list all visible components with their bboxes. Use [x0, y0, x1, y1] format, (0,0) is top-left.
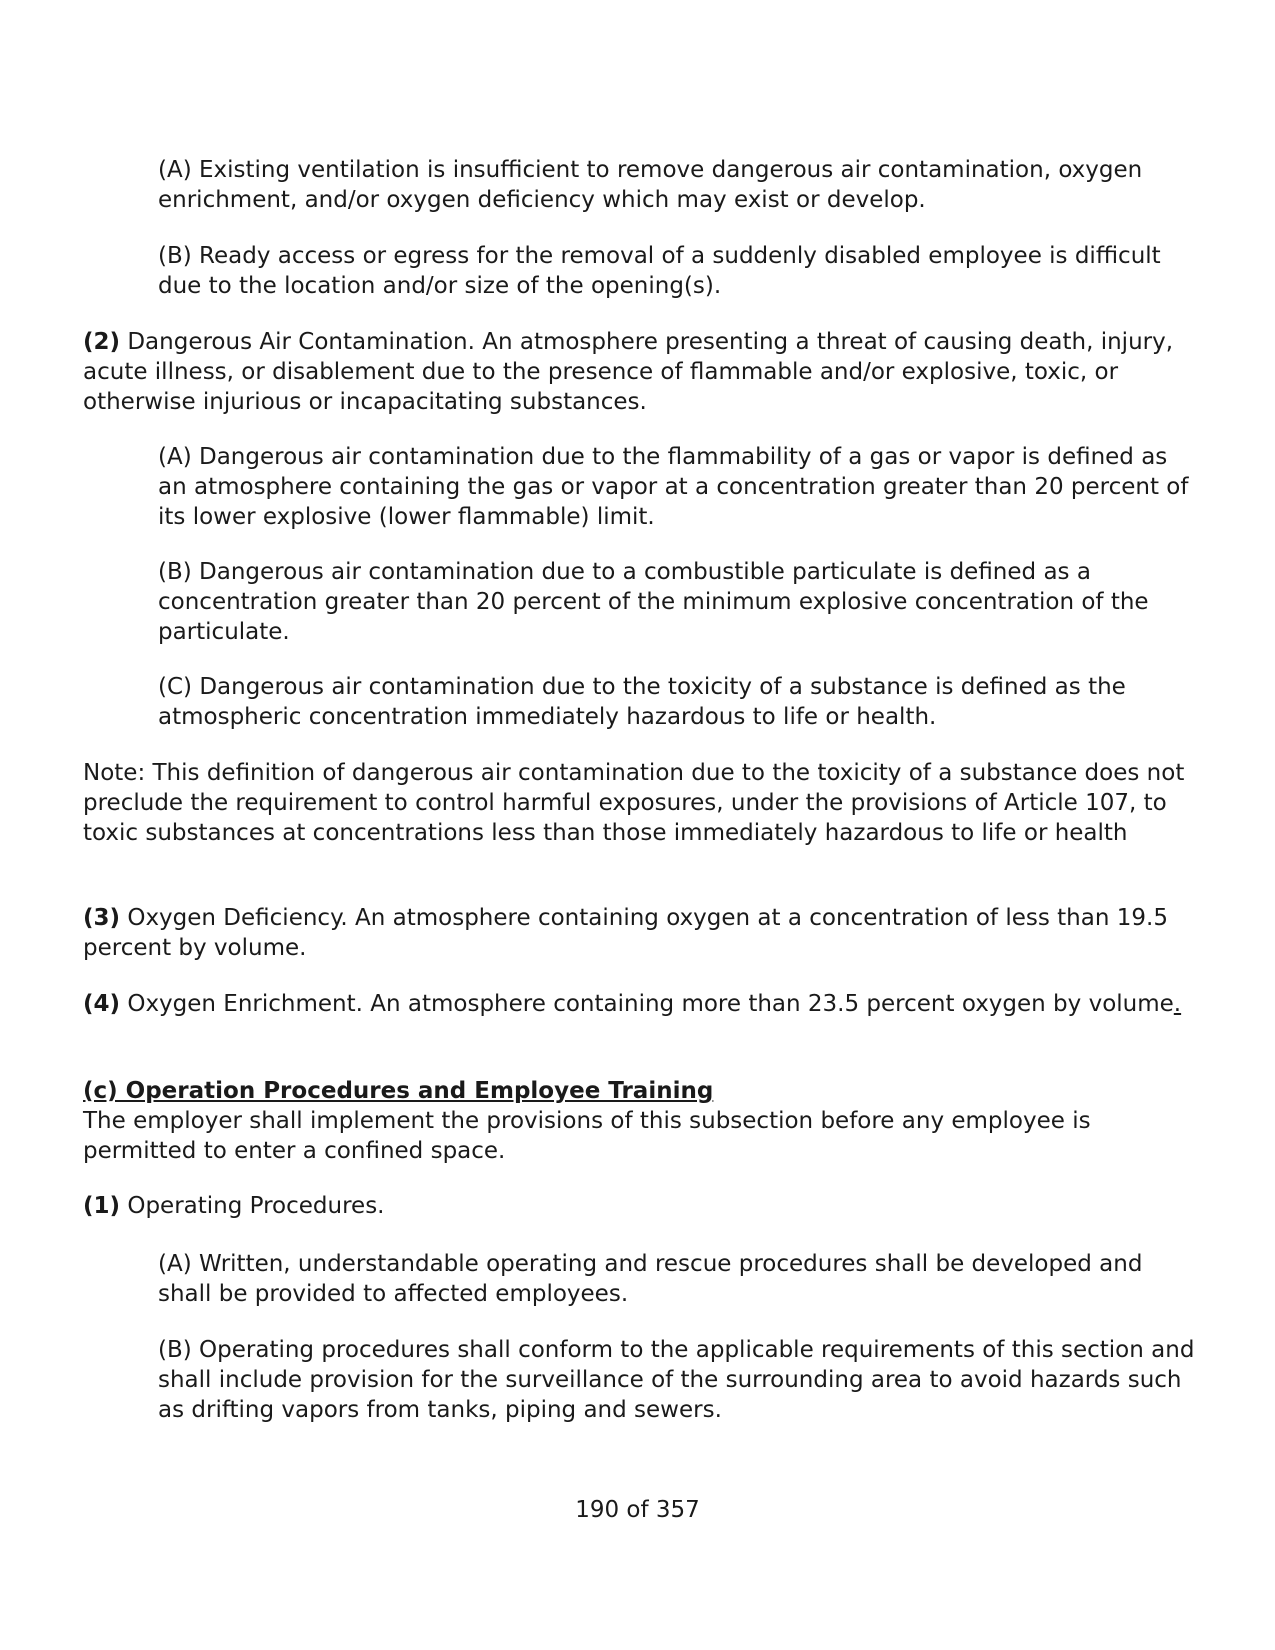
- paragraph-number: (3): [83, 905, 121, 931]
- note-paragraph: Note: This definition of dangerous air contamination due to the toxicity of a substance does not preclude the requirement to control harmful exposures, under the provisions of Article 107, to toxic substances at concentrations less than those immediately hazardous to life or health: [83, 760, 1185, 846]
- paragraph-text: Oxygen Enrichment. An atmosphere containing more than 23.5 percent oxygen by volume: [120, 991, 1174, 1017]
- paragraph-text: Oxygen Deficiency. An atmosphere containing oxygen at a concentration of less than 19.5 percent by volume.: [83, 905, 1168, 961]
- paragraph-number: (4): [83, 991, 121, 1017]
- paragraph-c-1-B: (B) Operating procedures shall conform to the applicable requirements of this section and shall include provision for the surveillance of the surrounding area to avoid hazards such as drifting vapors from tanks, piping and sewers.: [158, 1337, 1195, 1423]
- section-heading: (c) Operation Procedures and Employee Training: [83, 1078, 714, 1104]
- paragraph-2: [83, 327, 1203, 417]
- paragraph-number: (1): [83, 1193, 121, 1219]
- paragraph-2-A: (A) Dangerous air contamination due to the flammability of a gas or vapor is defined as an atmosphere containing the gas or vapor at a concentration greater than 20 percent of its lower explosive (lower flammable) limit.: [158, 444, 1189, 530]
- paragraph-c-1-A: (A) Written, understandable operating and rescue procedures shall be developed and shall be provided to affected employees.: [158, 1251, 1143, 1307]
- paragraph-text: Operating Procedures.: [120, 1193, 385, 1219]
- paragraph-c-1: [83, 1191, 1203, 1221]
- paragraph-b1-B: (B) Ready access or egress for the removal of a suddenly disabled employee is difficult due to the location and/or size of the opening(s).: [158, 243, 1161, 299]
- section-intro: The employer shall implement the provisions of this subsection before any employee is permitted to enter a confined space.: [83, 1108, 1091, 1164]
- paragraph-number: (2): [83, 329, 121, 355]
- paragraph-2-C: (C) Dangerous air contamination due to the toxicity of a substance is defined as the atmospheric concentration immediately hazardous to life or health.: [158, 674, 1126, 730]
- paragraph-tail: .: [1173, 991, 1182, 1017]
- paragraph-3: [83, 903, 1203, 963]
- paragraph-4: [83, 989, 1203, 1019]
- section-c: [83, 1076, 1203, 1166]
- paragraph-text: Dangerous Air Contamination. An atmosphere presenting a threat of causing death, injury, acute illness, or disablement due to the presence of flammable and/or explosive, toxic, or otherwise injurious or incapacitating substances.: [83, 329, 1174, 415]
- paragraph-2-B: (B) Dangerous air contamination due to a combustible particulate is defined as a concentration greater than 20 percent of the minimum explosive concentration of the particulate.: [158, 559, 1149, 645]
- paragraph-b1-A: (A) Existing ventilation is insufficient to remove dangerous air contamination, oxygen enrichment, and/or oxygen deficiency which may exist or develop.: [158, 157, 1143, 213]
- page-number: 190 of 357: [575, 1497, 700, 1523]
